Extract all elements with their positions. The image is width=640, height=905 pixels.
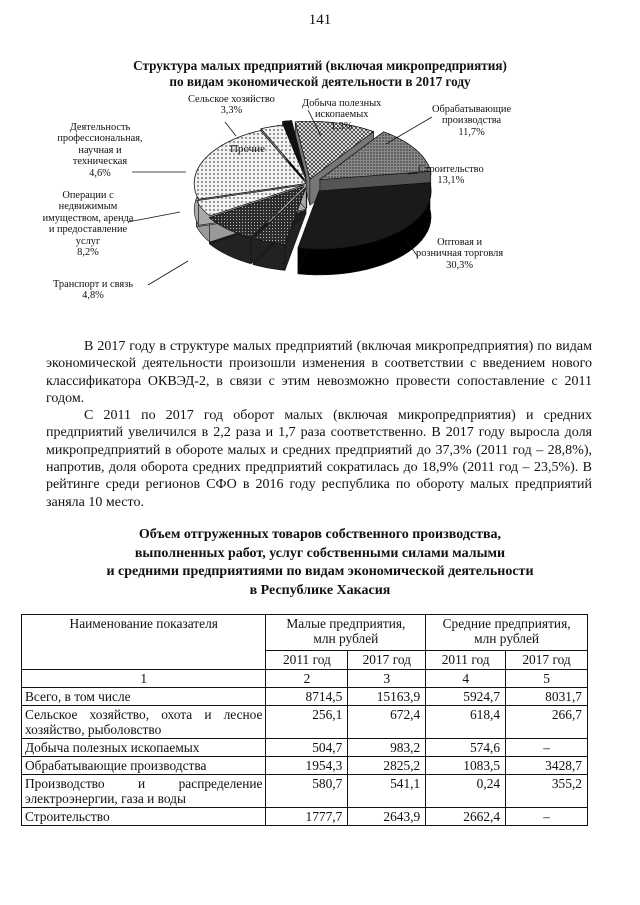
page-number: 141 [308, 12, 332, 28]
table-row: Добыча полезных ископаемых 504,7 983,2 574,6 – [22, 739, 588, 757]
table-row: Обрабатывающие производства 1954,3 2825,2 1083,5 3428,7 [22, 757, 588, 775]
chart-title-line-1: Структура малых предприятий (включая микропредприятия) [133, 58, 507, 73]
label-construction: Строительство 13,1% [418, 164, 484, 187]
pie-chart [40, 92, 600, 314]
label-professional: Деятельность профессиональная, научная и техническая 4,6% [57, 122, 143, 179]
table-title: Объем отгруженных товаров собственного производства, выполненных работ, услуг собственными силами малыми и средними предприятиями по видам экономической деятельности в Республике Хакасия [106, 527, 534, 598]
paragraph-2: С 2011 по 2017 год оборот малых (включая микропредприятия) и средних предприятий увеличился в 2,2 раза и 1,7 раза соответственно. В 2017 году выросла доля микропредприятий в обороте малых и средних предприятий до 37,3% (2011 год – 28,8%), напротив, доля оборота средних предприятий сократилась до 18,9% (2011 год – 23,5%). В рейтинге среди регионов СФО в 2016 году республика по обороту малых предприятий заняла 10 место. [46, 408, 592, 510]
header-year: 2011 год [426, 650, 506, 669]
header-year: 2017 год [506, 650, 588, 669]
body-text [46, 338, 592, 511]
header-name: Наименование показателя [22, 615, 266, 670]
table-row: Производство и распределение электроэнергии, газа и воды 580,7 541,1 0,24 355,2 [22, 775, 588, 808]
label-real-estate: Операции с недвижимым имуществом, аренда и предоставление услуг 8,2% [42, 190, 134, 259]
label-agriculture: Сельское хозяйство 3,3% [188, 94, 275, 117]
data-table [21, 614, 588, 826]
label-mining: Добыча полезных ископаемых 1,3% [302, 98, 382, 132]
chart-title [60, 58, 580, 90]
table-index-row: 1 2 3 4 5 [22, 670, 588, 688]
label-transport: Транспорт и связь 4,8% [52, 279, 134, 302]
table-row: Всего, в том числе 8714,5 15163,9 5924,7 8031,7 [22, 688, 588, 706]
table-row: Сельское хозяйство, охота и лесное хозяйство, рыболовство 256,1 672,4 618,4 266,7 [22, 706, 588, 739]
chart-title-line-2: по видам экономической деятельности в 2017 году [169, 74, 471, 89]
label-manufacturing: Обрабатывающие производства 11,7% [432, 104, 512, 138]
table-header-row [22, 615, 588, 651]
paragraph-1: В 2017 году в структуре малых предприятий (включая микропредприятия) по видам экономической деятельности произошли изменения в соответствии с введением нового классификатора ОКВЭД-2, в связи с этим невозможно провести сопоставление с 2011 годом. [46, 339, 592, 406]
header-medium: Средние предприятия, млн рублей [426, 615, 588, 651]
table-row: Строительство 1777,7 2643,9 2662,4 – [22, 808, 588, 826]
pie-center-label: Прочие [230, 143, 265, 155]
header-year: 2011 год [266, 650, 348, 669]
header-small: Малые предприятия, млн рублей [266, 615, 426, 651]
label-trade: Оптовая и розничная торговля 30,3% [416, 237, 504, 271]
header-year: 2017 год [348, 650, 426, 669]
